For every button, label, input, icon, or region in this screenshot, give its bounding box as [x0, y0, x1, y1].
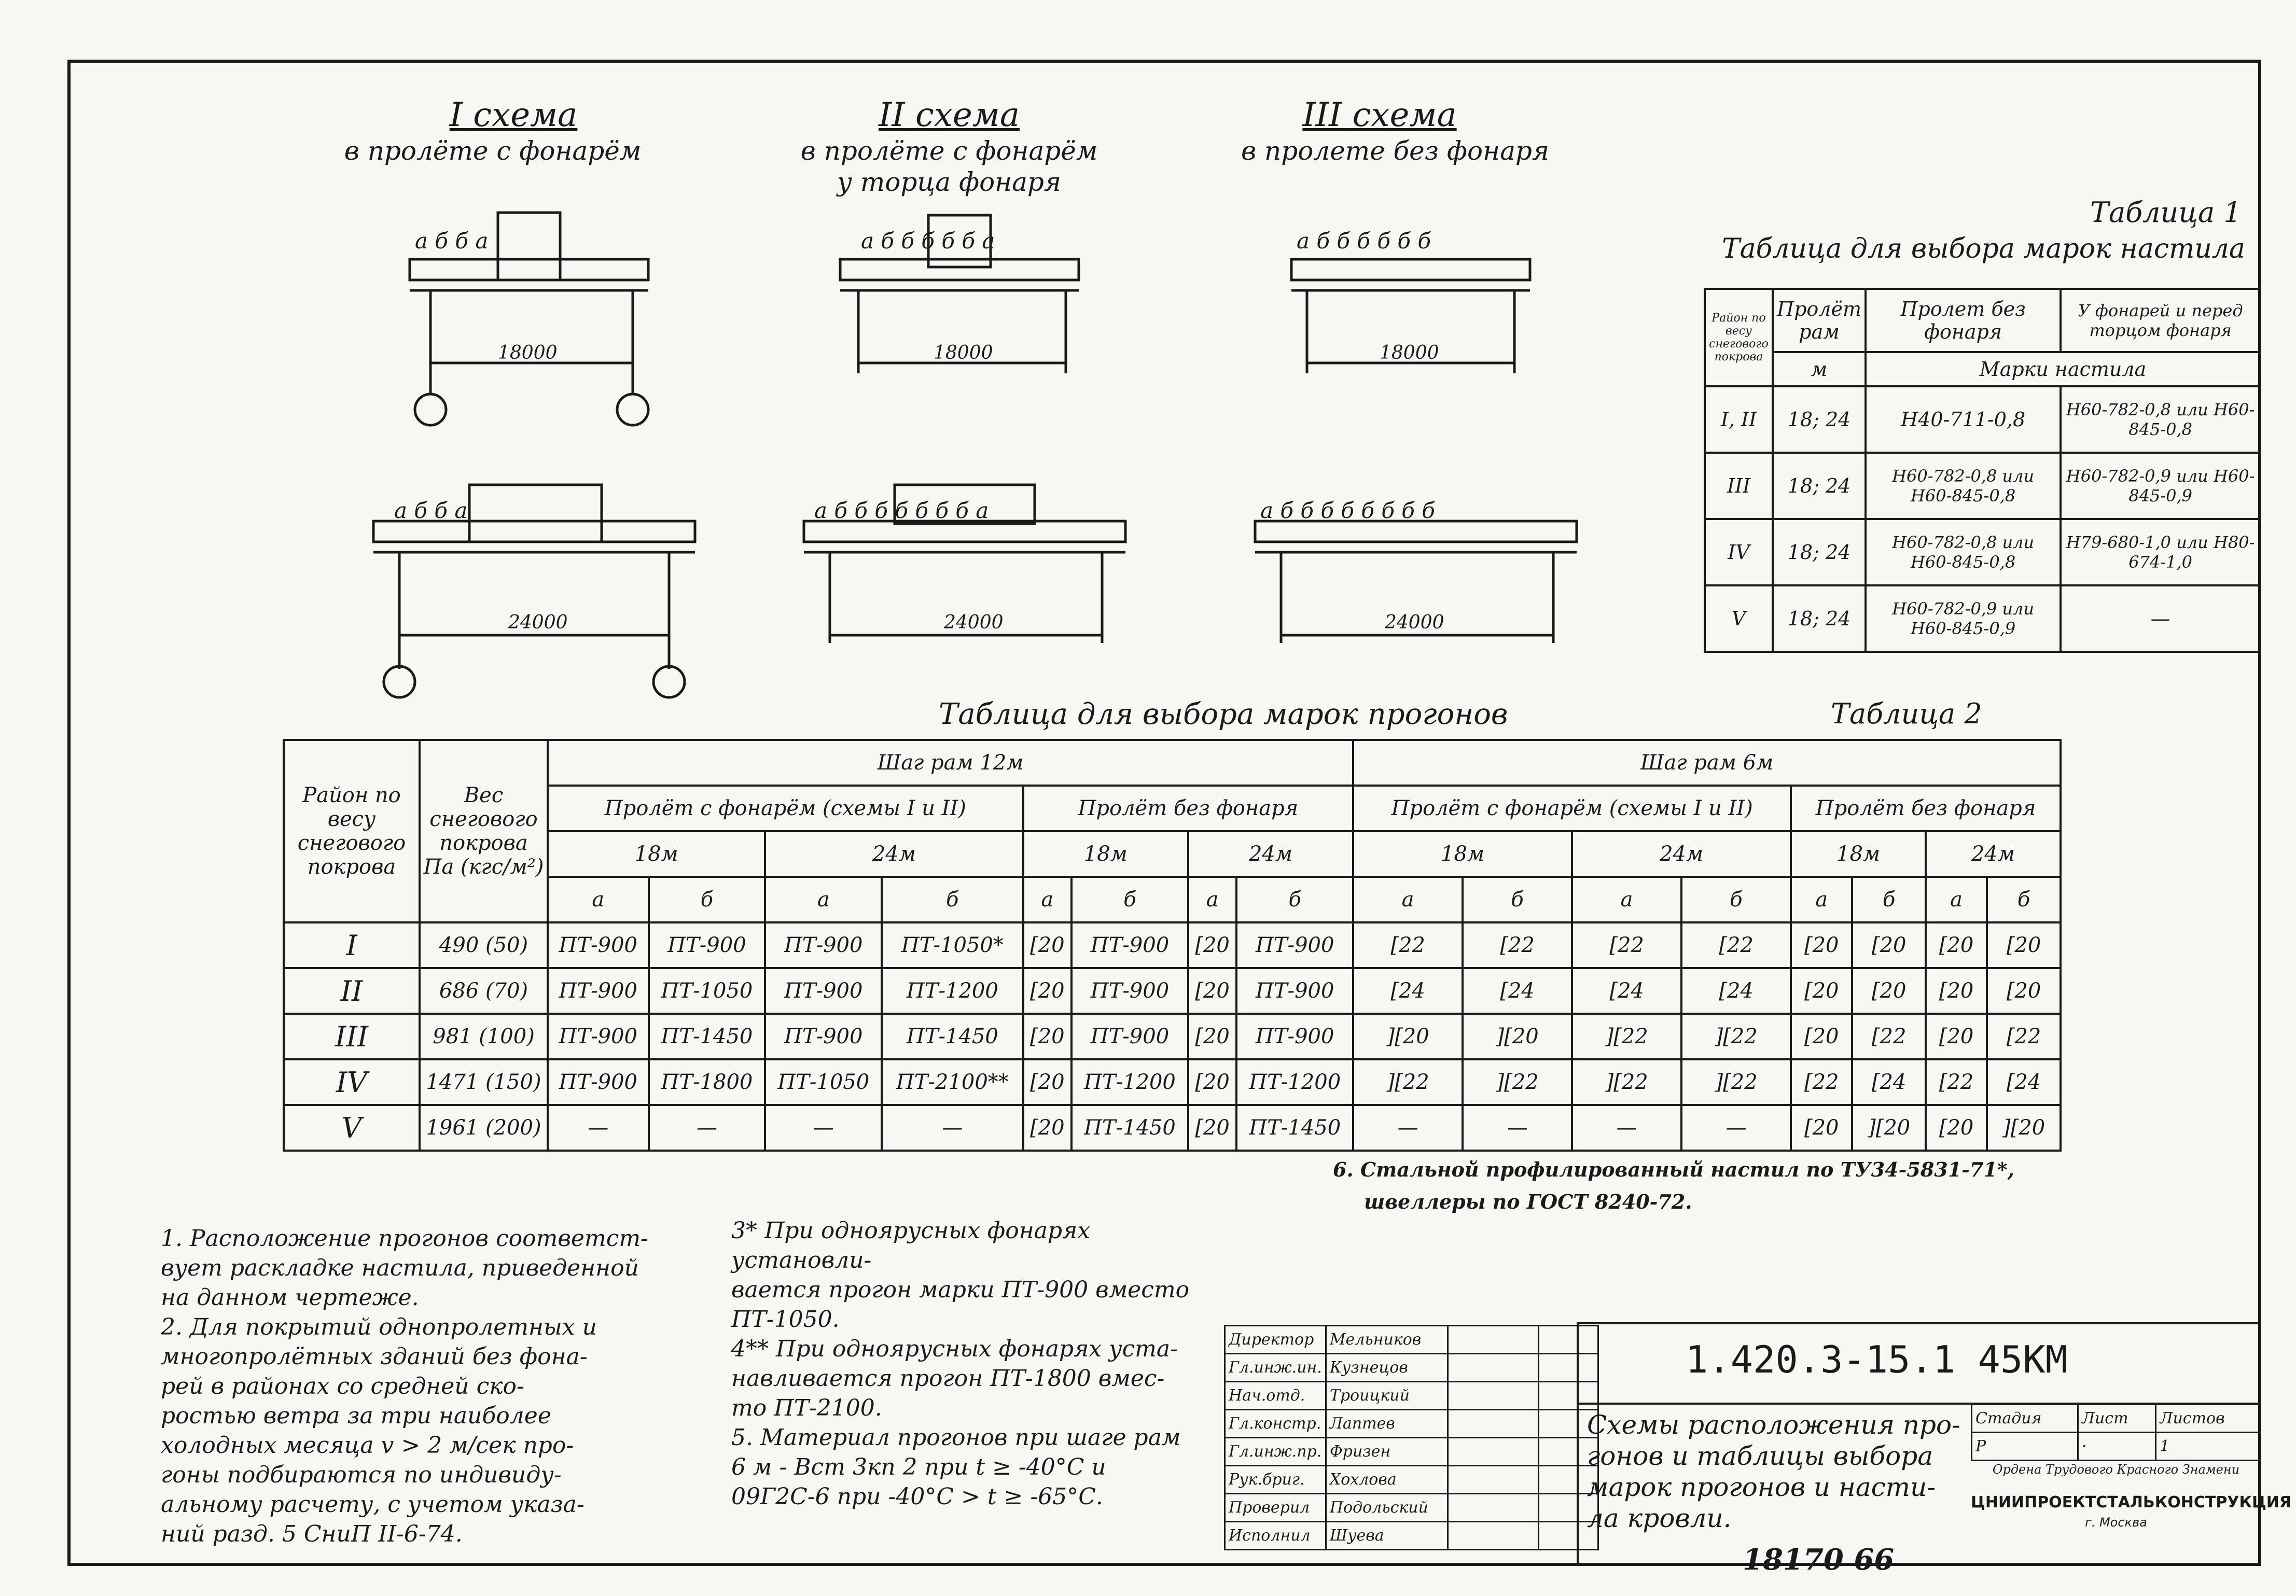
stamp-cell: Директор: [1225, 1326, 1326, 1354]
table1: [1704, 288, 2261, 653]
signature: [1448, 1522, 1538, 1550]
t2-mark-cell: ПТ-900: [649, 922, 766, 968]
t2-mark-cell: ПТ-900: [765, 1014, 882, 1059]
t2-mark-cell: [20: [1791, 1014, 1852, 1059]
t2-mark-cell: [22: [1791, 1059, 1852, 1105]
t2-mark-cell: [24: [1353, 968, 1463, 1014]
t2-mark-cell: ][20: [1463, 1014, 1572, 1059]
t2-mark-cell: ПТ-1050*: [882, 922, 1023, 968]
note-line: ний разд. 5 СниП II-6-74.: [161, 1521, 463, 1547]
t2-mark-cell: [20: [1791, 922, 1852, 968]
t2-mark-cell: ][20: [1353, 1014, 1463, 1059]
scheme-2a-labels: а б б б б б а: [861, 228, 995, 254]
signature: [1448, 1326, 1538, 1354]
t2-mark-cell: ПТ-900: [548, 922, 649, 968]
t1-h-span: Пролёт рам: [1773, 289, 1866, 352]
table2-title: Таблица для выбора марок прогонов: [939, 697, 1508, 731]
t2-h-step6: Шаг рам 6м: [1353, 740, 2061, 786]
t2-mark-cell: ПТ-1200: [882, 968, 1023, 1014]
stamp-person-row: [1225, 1410, 1598, 1438]
stamp-person-row: [1225, 1354, 1598, 1382]
t2-mark-cell: [22: [1353, 922, 1463, 968]
t2-mark-cell: [20: [1926, 922, 1987, 968]
table2-row: [284, 1105, 2061, 1151]
t2-region-cell: III: [284, 1014, 420, 1059]
t2-mark-cell: [20: [1987, 968, 2061, 1014]
stamp-cell: Нач.отд.: [1225, 1382, 1326, 1410]
note-line: 6 м - Вст 3кп 2 при t ≥ -40°С и: [731, 1454, 1106, 1480]
drawing-title: [1587, 1409, 1960, 1534]
t2-mark-cell: [20: [1791, 1105, 1852, 1151]
dim-3a: 18000: [1380, 342, 1439, 363]
signature: [1448, 1494, 1538, 1522]
t2-mark-cell: ][20: [1987, 1105, 2061, 1151]
t2-mark-cell: ПТ-1200: [1236, 1059, 1353, 1105]
note-line: вует раскладке настила, приведенной: [161, 1255, 639, 1281]
note-line: холодных месяца v > 2 м/сек про-: [161, 1432, 574, 1459]
org-line-1: Ордена Трудового Красного Знамени: [1992, 1462, 2240, 1477]
t2-mark-cell: ПТ-900: [1072, 922, 1188, 968]
t2-mark-cell: [20: [1023, 922, 1072, 968]
t2-weight-cell: 490 (50): [420, 922, 548, 968]
t2-h-region: Район по весу снегового покрова: [284, 740, 420, 922]
t2-mark-cell: [22: [1681, 922, 1791, 968]
t1-h-marks: Марки настила: [1866, 352, 2260, 386]
t2-mark-cell: ПТ-1450: [882, 1014, 1023, 1059]
stamp-sheet: Стадия Лист Листов Р · 1: [1971, 1404, 2261, 1461]
table1-title: Таблица для выбора марок настила: [1722, 233, 2245, 264]
t2-weight-cell: 1961 (200): [420, 1105, 548, 1151]
note-line: альному расчету, с учетом указа-: [161, 1491, 585, 1518]
t2-mark-cell: [22: [1926, 1059, 1987, 1105]
stamp-cell: Рук.бриг.: [1225, 1466, 1326, 1494]
scheme-3-title: III схема: [1302, 96, 1457, 134]
note-line: 2. Для покрытий однопролетных и: [161, 1314, 597, 1340]
t2-mark-cell: ][22: [1681, 1059, 1791, 1105]
t2-mark-cell: ][22: [1572, 1014, 1681, 1059]
note-line: гонов и таблицы выбора: [1587, 1441, 1933, 1471]
t2-mark-cell: ][22: [1681, 1014, 1791, 1059]
t2-mark-cell: ][22: [1463, 1059, 1572, 1105]
t2-mark-cell: [20: [1188, 922, 1236, 968]
table2-row: [284, 1014, 2061, 1059]
t2-mark-cell: [24: [1852, 1059, 1926, 1105]
t2-mark-cell: [24: [1987, 1059, 2061, 1105]
signature: [1448, 1354, 1538, 1382]
stamp-person-row: [1225, 1326, 1598, 1354]
stamp-cell: Подольский: [1326, 1494, 1448, 1522]
t2-mark-cell: ПТ-1450: [649, 1014, 766, 1059]
scheme-1-subtitle: в пролёте с фонарём: [344, 136, 642, 166]
stamp-cell: Троицкий: [1326, 1382, 1448, 1410]
t2-mark-cell: —: [882, 1105, 1023, 1151]
t2-mark-cell: ][20: [1852, 1105, 1926, 1151]
note-line: рей в районах со средней ско-: [161, 1373, 524, 1399]
signature: [1448, 1438, 1538, 1466]
signature: [1448, 1466, 1538, 1494]
scheme-1-title: I схема: [449, 96, 578, 134]
t2-mark-cell: —: [1681, 1105, 1791, 1151]
scheme-3-subtitle: в пролете без фонаря: [1241, 136, 1549, 166]
scheme-1b-labels: а б б а: [394, 498, 468, 523]
scheme-2b-labels: а б б б б б б б а: [814, 498, 989, 523]
t2-mark-cell: ПТ-2100**: [882, 1059, 1023, 1105]
t2-h-weight: Вес снегового покрова Па (кгс/м²): [420, 740, 548, 922]
table1-row: III 18; 24 Н60-782-0,8 или Н60-845-0,8 Н60-782-0,9 или Н60-845-0,9: [1705, 453, 2260, 519]
t2-mark-cell: [20: [1926, 1014, 1987, 1059]
t2-mark-cell: ПТ-900: [548, 1014, 649, 1059]
notes-left: [161, 1224, 700, 1549]
stamp-cell: Гл.инж.пр.: [1225, 1438, 1326, 1466]
note-line: марок прогонов и насти-: [1587, 1472, 1936, 1502]
org-city: г. Москва: [2085, 1515, 2147, 1530]
table2-row: [284, 922, 2061, 968]
t2-mark-cell: —: [548, 1105, 649, 1151]
t2-mark-cell: ПТ-1800: [649, 1059, 766, 1105]
t2-mark-cell: ПТ-900: [765, 968, 882, 1014]
stamp-person-row: [1225, 1494, 1598, 1522]
t2-region-cell: II: [284, 968, 420, 1014]
t2-mark-cell: ПТ-1450: [1236, 1105, 1353, 1151]
note-line: 5. Материал прогонов при шаге рам: [731, 1424, 1181, 1451]
t2-mark-cell: [20: [1188, 1059, 1236, 1105]
t2-mark-cell: [20: [1188, 1014, 1236, 1059]
t2-mark-cell: [20: [1852, 968, 1926, 1014]
t2-mark-cell: [24: [1681, 968, 1791, 1014]
t2-mark-cell: [20: [1987, 922, 2061, 968]
stamp-cell: Мельников: [1326, 1326, 1448, 1354]
stamp-cell: Хохлова: [1326, 1466, 1448, 1494]
t2-mark-cell: ПТ-900: [1236, 1014, 1353, 1059]
scheme-2-subtitle: в пролёте с фонарём: [800, 136, 1098, 166]
note-line: 4** При одноярусных фонарях уста-: [731, 1336, 1178, 1362]
note-line: Схемы расположения про-: [1587, 1410, 1960, 1440]
stamp-person-row: [1225, 1438, 1598, 1466]
stamp-people: [1224, 1325, 1599, 1550]
note-line: ла кровли.: [1587, 1503, 1732, 1533]
t2-mark-cell: [20: [1791, 968, 1852, 1014]
t2-mark-cell: —: [1353, 1105, 1463, 1151]
t2-mark-cell: [22: [1463, 922, 1572, 968]
stamp-person-row: [1225, 1382, 1598, 1410]
table1-row: I, II 18; 24 Н40-711-0,8 Н60-782-0,8 или Н60-845-0,8: [1705, 386, 2260, 453]
t2-mark-cell: ПТ-900: [1236, 922, 1353, 968]
t2-mark-cell: [20: [1188, 1105, 1236, 1151]
signature: [1448, 1382, 1538, 1410]
t2-mark-cell: ПТ-900: [765, 922, 882, 968]
t2-mark-cell: [24: [1572, 968, 1681, 1014]
table2-row: [284, 1059, 2061, 1105]
stamp-cell: Лаптев: [1326, 1410, 1448, 1438]
t2-mark-cell: —: [1463, 1105, 1572, 1151]
notes-middle: [731, 1216, 1224, 1511]
drawing-code: 1.420.3-15.1 45КМ: [1686, 1338, 2068, 1381]
note-line: то ПТ-2100.: [731, 1395, 882, 1421]
t2-mark-cell: [20: [1023, 1105, 1072, 1151]
inventory-number: 18170 66: [1743, 1543, 1895, 1577]
t1-h-region: Район по весу снегового покрова: [1705, 289, 1773, 386]
scheme-1a-labels: а б б а: [415, 228, 489, 254]
scheme-3b-labels: а б б б б б б б б: [1260, 498, 1435, 523]
table2: Район по весу снегового покрова Вес снегового покрова Па (кгс/м²) Шаг рам 12м Шаг рам 6м Пролёт с фонарём (схемы I и II) Пролёт без фонаря Пролёт с фонарём (схемы I и II) Пролёт без фонаря 18м 24м 18м 24м 18м 24м 18м 24м а б а б а б а б а б а б а б а б I 490 (50) ПТ-900 ПТ-900 ПТ-900 ПТ-1050* [20 ПТ-900 [20 ПТ-900 [22 [22 [22 [22 [20 [20 [20 [20 II 686 (70) ПТ-900 ПТ-1050 ПТ-900 ПТ-1200 [20 ПТ-900 [20 ПТ-900 [24 [24 [24 [24 [20 [20 [20 [20 III 981 (100) ПТ-900 ПТ-1450 ПТ-900 ПТ-1450 [20 ПТ-900 [20 ПТ-900 ][20 ][20 ][22 ][22 [20 [22 [20 [22 IV 1471 (150) ПТ-900 ПТ-1800 ПТ-1050 ПТ-2100** [20 ПТ-1200 [20 ПТ-1200 ][22 ][22 ][22 ][22 [22 [24 [22 [24 V 1961 (200) — — — — [20 ПТ-1450 [20 ПТ-1450 — — — — [20 ][20 [20 ][20: [283, 739, 2062, 1152]
note-line: 1. Расположение прогонов соответст-: [161, 1225, 648, 1252]
t2-mark-cell: ПТ-1450: [1072, 1105, 1188, 1151]
t2-weight-cell: 686 (70): [420, 968, 548, 1014]
note-line: навливается прогон ПТ-1800 вмес-: [731, 1365, 1165, 1392]
stamp-cell: Фризен: [1326, 1438, 1448, 1466]
t2-mark-cell: ПТ-900: [1236, 968, 1353, 1014]
t2-mark-cell: ПТ-900: [1072, 1014, 1188, 1059]
t2-mark-cell: [20: [1926, 1105, 1987, 1151]
stamp-cell: Кузнецов: [1326, 1354, 1448, 1382]
note-line: ПТ-1050.: [731, 1306, 840, 1333]
t2-mark-cell: ПТ-900: [548, 1059, 649, 1105]
stamp-person-row: [1225, 1522, 1598, 1550]
note-line: гоны подбираются по индивиду-: [161, 1462, 562, 1488]
scheme-2-subtitle-2: у торца фонаря: [837, 167, 1062, 197]
table2-caption: Таблица 2: [1831, 697, 1982, 730]
t2-mark-cell: [20: [1926, 968, 1987, 1014]
note-line: многопролётных зданий без фона-: [161, 1343, 588, 1370]
note-line: 3* При одноярусных фонарях установли-: [731, 1217, 1091, 1273]
dim-3b: 24000: [1385, 612, 1444, 633]
stamp-cell: Гл.констр.: [1225, 1410, 1326, 1438]
dim-2a: 18000: [934, 342, 993, 363]
t2-mark-cell: [20: [1023, 968, 1072, 1014]
t2-region-cell: IV: [284, 1059, 420, 1105]
t2-mark-cell: [24: [1463, 968, 1572, 1014]
stamp-cell: Шуева: [1326, 1522, 1448, 1550]
t2-mark-cell: —: [765, 1105, 882, 1151]
dim-2b: 24000: [944, 612, 1004, 633]
table1-row: IV 18; 24 Н60-782-0,8 или Н60-845-0,8 Н79-680-1,0 или Н80-674-1,0: [1705, 519, 2260, 585]
stamp-cell: Проверил: [1225, 1494, 1326, 1522]
t2-mark-cell: [20: [1852, 922, 1926, 968]
scheme-2-title: II схема: [879, 96, 1020, 134]
t2-weight-cell: 981 (100): [420, 1014, 548, 1059]
table2-row: [284, 968, 2061, 1014]
note-line: вается прогон марки ПТ-900 вместо: [731, 1277, 1190, 1303]
t2-mark-cell: [22: [1572, 922, 1681, 968]
t2-mark-cell: [20: [1188, 968, 1236, 1014]
t1-h-span-unit: м: [1773, 352, 1866, 386]
scheme-3a-labels: а б б б б б б: [1297, 228, 1431, 254]
t1-h-nolantern: Пролет без фонаря: [1866, 289, 2061, 352]
t2-mark-cell: ПТ-900: [1072, 968, 1188, 1014]
t2-mark-cell: ПТ-1200: [1072, 1059, 1188, 1105]
t2-mark-cell: [20: [1023, 1059, 1072, 1105]
note-line: ростью ветра за три наиболее: [161, 1403, 551, 1429]
t2-mark-cell: ][22: [1572, 1059, 1681, 1105]
table1-caption: Таблица 1: [2090, 196, 2242, 229]
stamp-cell: Гл.инж.ин.: [1225, 1354, 1326, 1382]
stamp-cell: Исполнил: [1225, 1522, 1326, 1550]
t2-mark-cell: ][22: [1353, 1059, 1463, 1105]
t2-mark-cell: [22: [1852, 1014, 1926, 1059]
t2-mark-cell: —: [649, 1105, 766, 1151]
t2-mark-cell: ПТ-1050: [765, 1059, 882, 1105]
t2-mark-cell: ПТ-900: [548, 968, 649, 1014]
t2-region-cell: V: [284, 1105, 420, 1151]
table1-row: V 18; 24 Н60-782-0,9 или Н60-845-0,9 —: [1705, 585, 2260, 652]
t2-region-cell: I: [284, 922, 420, 968]
dim-1a: 18000: [498, 342, 558, 363]
note-line: на данном чертеже.: [161, 1284, 419, 1311]
stamp-person-row: [1225, 1466, 1598, 1494]
org-name: ЦНИИПРОЕКТСТАЛЬКОНСТРУКЦИЯ: [1971, 1493, 2292, 1511]
dim-1b: 24000: [508, 612, 568, 633]
note-line: 09Г2С-6 при -40°С > t ≥ -65°С.: [731, 1483, 1103, 1510]
t2-mark-cell: [20: [1023, 1014, 1072, 1059]
t2-mark-cell: —: [1572, 1105, 1681, 1151]
note-6: 6. Стальной профилированный настил по ТУ34-5831-71*, швеллеры по ГОСТ 8240-72.: [1333, 1158, 2014, 1213]
t2-mark-cell: ПТ-1050: [649, 968, 766, 1014]
t2-mark-cell: [22: [1987, 1014, 2061, 1059]
signature: [1448, 1410, 1538, 1438]
t2-h-step12: Шаг рам 12м: [548, 740, 1353, 786]
t2-weight-cell: 1471 (150): [420, 1059, 548, 1105]
t1-h-lantern: У фонарей и перед торцом фонаря: [2061, 289, 2260, 352]
